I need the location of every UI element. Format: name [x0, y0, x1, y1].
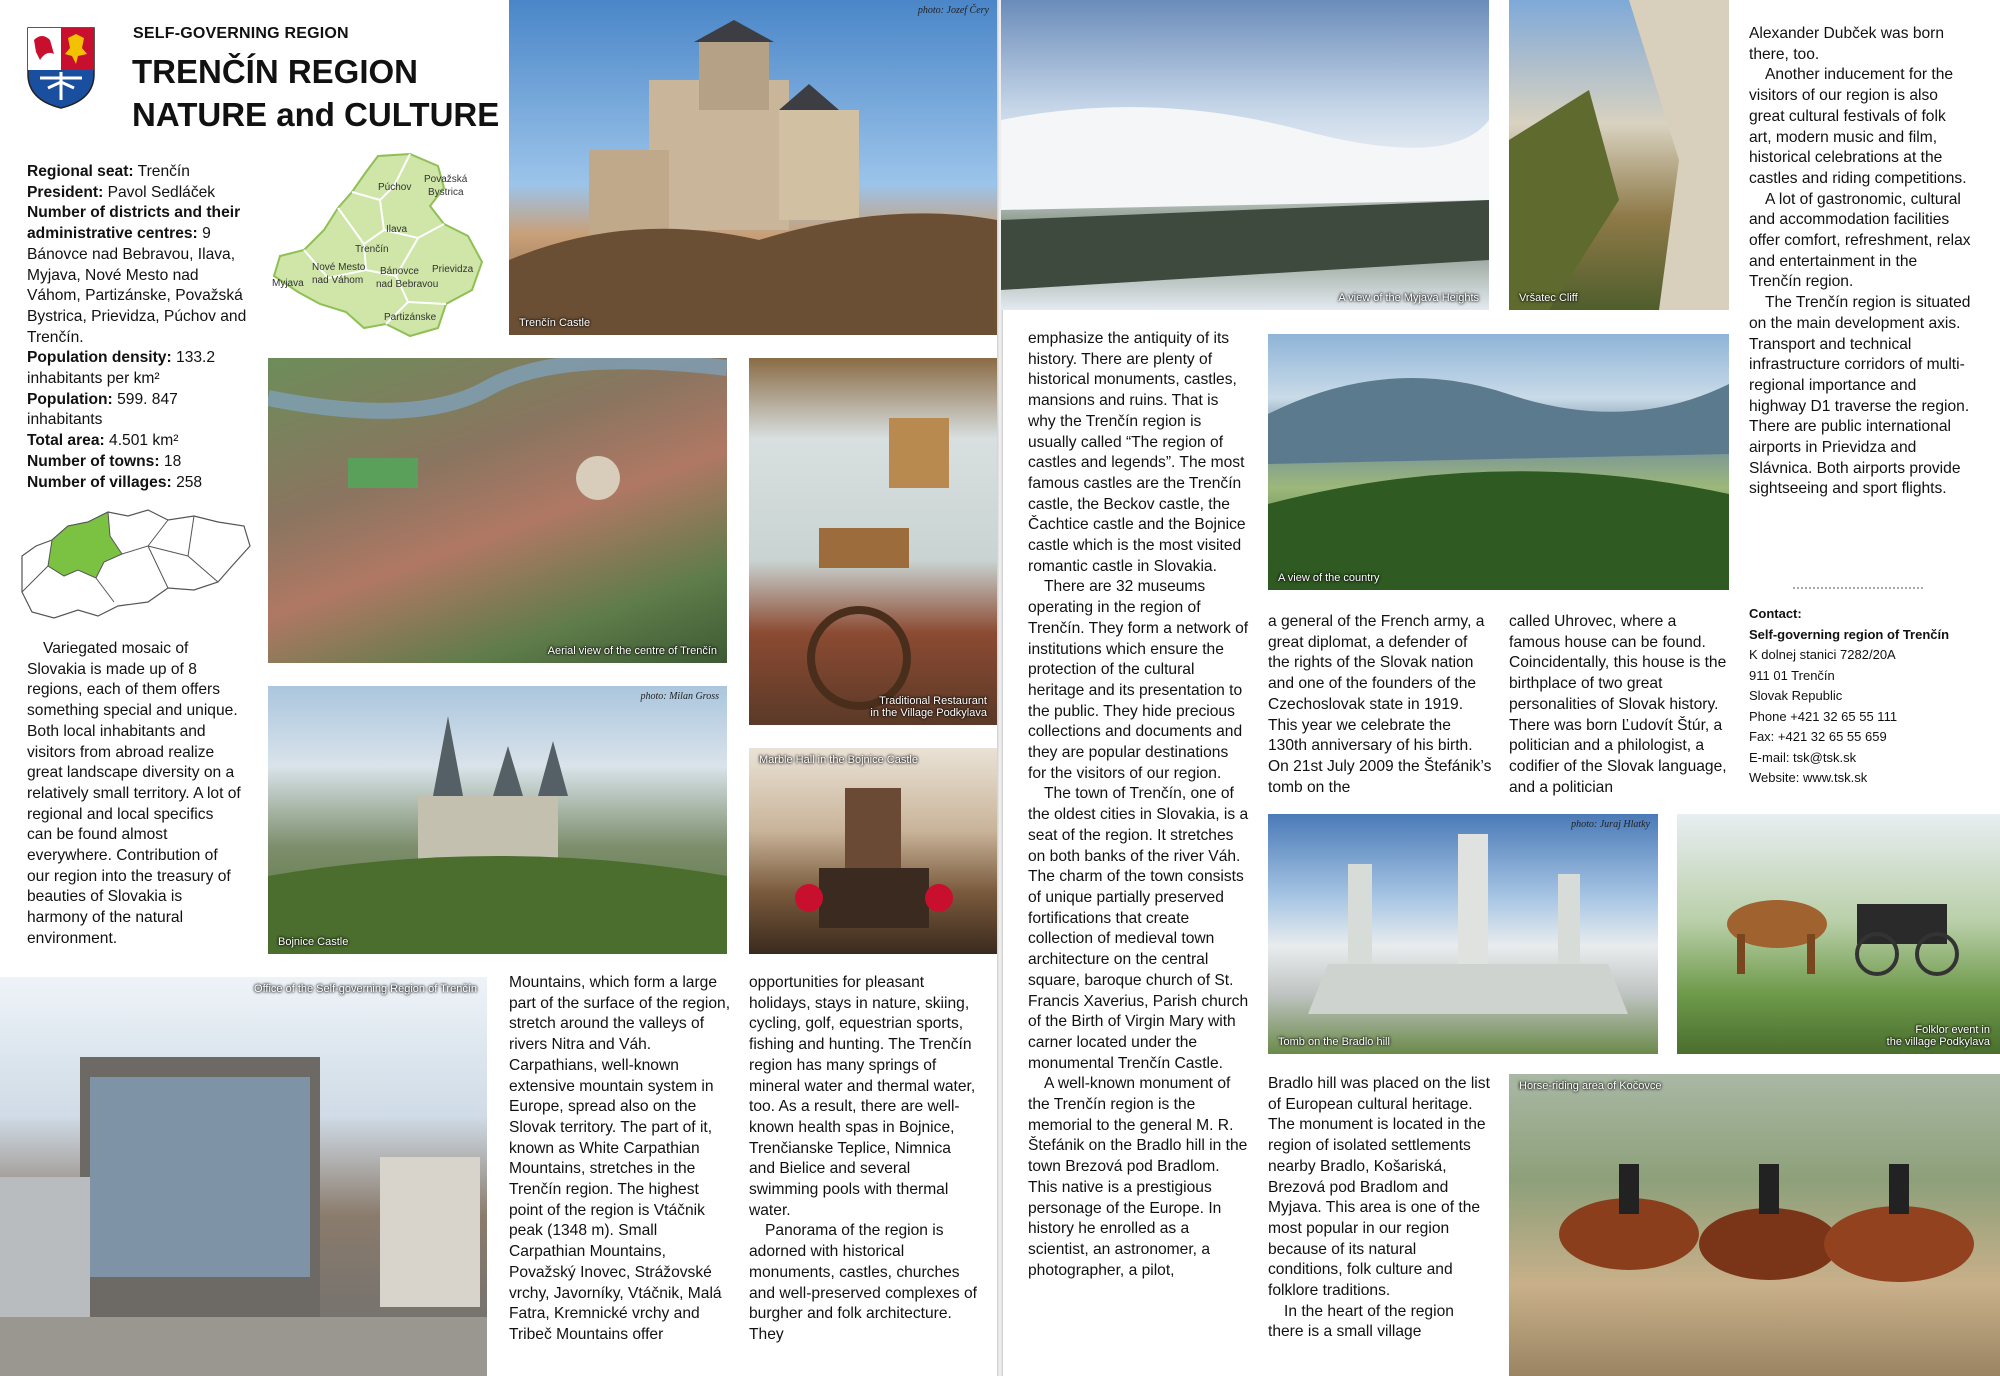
contact-fax: Fax: +421 32 65 55 659 [1749, 729, 1887, 744]
page-title [132, 50, 499, 136]
district-map [268, 152, 486, 342]
right-page [1003, 0, 2000, 1376]
photo-trencin-castle [509, 0, 997, 335]
contact-org: Self-governing region of Trenčín [1749, 626, 1950, 642]
text-right-col1: emphasize the antiquity of its history. There are plenty of historical monuments, castles, mansions and ruins. That is why the Trenčín region is usually called “The region of castles and legends”. The most famous castles are the Trenčín castle, the Beckov castle, the Čachtice castle and the Bojnice castle which is the most visited romantic castle in Slovakia. There are 32 museums operating in the region of Trenčín. They form a network of institutions which ensure the protection of the cultural heritage and its presentation to the public. They hide precious collections and documents and they are popular destinations for the visitors of our region. The town of Trenčín, one of the oldest cities in Slovakia, is a seat of the region. It stretches on both banks of the river Váh. The charm of the town consists of unique partially preserved fortifications that create collection of medieval town architecture on the central square, baroque church of St. Francis Xaverius, Parish church of the Birth of Virgin Mary with carner located under the monumental Trenčín Castle. A well-known monument of the Trenčín region is the memorial to the general M. R. Štefánik on the Bradlo hill in the town Brezová pod Bradlom. This native is a prestigious personage of the Europe. In history he enrolled as a scientist, an astronomer, a photographer, a pilot, [1028, 330, 1249, 1279]
photo-marble-hall [749, 748, 997, 954]
map-label-prievidza: Prievidza [432, 264, 474, 275]
contact-website[interactable]: Website: www.tsk.sk [1749, 770, 1868, 785]
photo-office [0, 977, 487, 1376]
map-label-puchov: Púchov [378, 182, 412, 193]
photo-horse [1509, 1074, 2000, 1376]
text-right-col2-bottom: Bradlo hill was placed on the list of European cultural heritage. The monument is located in the region of isolated settlements nearby Bradlo, Košariská, Brezová pod Bradlom and Myjava. This area is one of the most popular in our region because of its natural conditions, folk culture and folklore traditions. In the heart of the region there is a small village [1268, 1075, 1490, 1341]
map-label-banovce: Bánovce nad Bebravou [376, 266, 439, 290]
map-label-ilava: Ilava [386, 224, 408, 235]
contact-email[interactable]: E-mail: tsk@tsk.sk [1749, 749, 1857, 765]
text-right-col3-top: called Uhrovec, where a famous house can be found. Coincidentally, this house is the birthplace of two great personalities of Slovak history. There was born Ľudovít Štúr, a politician and a philologist, a codifier of the Slovak language, and a politician [1509, 613, 1727, 796]
contact-city: 911 01 Trenčín [1749, 667, 1835, 683]
photo-country [1268, 334, 1729, 590]
fact-regional-seat: Regional seat: Trenčín [27, 163, 190, 180]
title-line-2: NATURE and CULTURE [132, 96, 500, 133]
fact-districts: Number of districts and their administrative centres: 9 Bánovce nad Bebravou, Ilava, Myjava, Nové Mesto nad Váhom, Partizánske, Považská Bystrica, Prievidza, Púchov and Trenčín. [27, 204, 247, 346]
fact-president: President: Pavol Sedláček [27, 183, 216, 201]
text-right-col2-top: a general of the French army, a great diplomat, a defender of the rights of the Slovak nation and one of the founders of the Czechoslovak state in 1919. This year we celebrate the 130th anniversary of his birth. On 21st July 2009 the Štefánik’s tomb on the [1268, 613, 1492, 796]
contact-heading: Contact: [1749, 606, 1802, 621]
caption-bradlo: Tomb on the Bradlo hill [1278, 1036, 1390, 1048]
title-line-1: TRENČÍN REGION [132, 53, 419, 90]
caption-office: Office of the Self-governing Region of Trenčín [254, 983, 477, 995]
caption-vrsatec: Vršatec Cliff [1519, 292, 1578, 304]
slovakia-map [18, 506, 254, 626]
map-label-myjava: Myjava [272, 278, 304, 289]
contact-phone: Phone +421 32 65 55 111 [1749, 708, 1898, 724]
header-kicker: SELF-GOVERNING REGION [133, 25, 349, 42]
intro-text: Variegated mosaic of Slovakia is made up of 8 regions, each of them offers something special and unique. Both local inhabitants and visitors from abroad realize great landscape diversity on a relatively small territory. A lot of regional and local specifics can be found almost everywhere. Contribution of our region into the treasury of beauties of Slovakia is harmony of the natural environment. [27, 640, 241, 947]
fact-population-density: Population density: 133.2 inhabitants per km² [27, 349, 216, 388]
caption-folklore: Folklor event in the village Podkylava [1886, 1024, 1990, 1048]
caption-bojnice: Bojnice Castle [278, 936, 349, 948]
coat-of-arms-icon [26, 26, 96, 110]
contact-block [1749, 604, 1949, 789]
text-left-col3: opportunities for pleasant holidays, stays in nature, skiing, cycling, golf, equestrian sports, fishing and hunting. The Trenčín region has many springs of mineral water and thermal water, too. As a result, there are well-known health spas in Bojnice, Trenčianske Teplice, Nimnica and Bielice and several swimming pools with thermal water. Panorama of the region is adorned with historical monuments, castles, churches and well-preserved complexes of burgher and folk architecture. They [749, 974, 977, 1343]
photo-folklore [1677, 814, 2000, 1054]
contact-divider [1793, 587, 1923, 589]
map-label-povazska: Považská Bystrica [424, 174, 468, 198]
text-right-col4: Alexander Dubček was born there, too. Another inducement for the visitors of our region is also great cultural festivals of folk art, modern music and film, historical celebrations at the castles and riding competitions. A lot of gastronomic, cultural and accommodation facilities offer comfort, refreshment, relax and entertainment in the Trenčín region. The Trenčín region is situated on the main development axis. Transport and technical infrastructure corridors of multi-regional importance and highway D1 traverse the region. There are public international airports in Prievidza and Slávnica. Both airports provide sightseeing and sport flights. [1749, 25, 1971, 498]
fact-villages: Number of villages: 258 [27, 473, 203, 491]
photo-aerial [268, 358, 727, 663]
contact-street: K dolnej stanici 7282/20A [1749, 647, 1896, 662]
map-label-trencin: Trenčín [355, 244, 389, 255]
caption-marble-hall: Marble Hall in the Bojnice Castle [759, 754, 918, 766]
left-page [0, 0, 997, 1376]
caption-horse: Horse-riding area of Kočovce [1519, 1080, 1662, 1092]
caption-country: A view of the country [1278, 572, 1380, 584]
credit-trencin-castle: photo: Jozef Čery [917, 5, 989, 16]
credit-bradlo: photo: Juraj Hlatky [1571, 819, 1650, 830]
photo-bojnice [268, 686, 727, 954]
fact-population: Population: 599. 847 inhabitants [27, 390, 178, 429]
caption-aerial: Aerial view of the centre of Trenčín [547, 645, 717, 657]
fact-towns: Number of towns: 18 [27, 452, 182, 470]
text-left-col2: Mountains, which form a large part of the surface of the region, stretch around the valleys of rivers Nitra and Váh. Carpathians, well-known extensive mountain system in Europe, spread also on the Slovak territory. The part of it, known as White Carpathian Mountains, stretches in the Trenčín region. The highest point of the region is Vtáčnik peak (1348 m). Small Carpathian Mountains, Považský Inovec, Strážovské vrchy, Javorníky, Vtáčnik, Malá Fatra, Kremnické vrchy and Tribeč Mountains offer [509, 974, 731, 1343]
map-label-partizanske: Partizánske [384, 312, 437, 323]
photo-myjava [1001, 0, 1489, 310]
map-label-nove-mesto: Nové Mesto nad Váhom [312, 262, 366, 286]
caption-myjava: A view of the Myjava Heights [1338, 292, 1479, 304]
caption-restaurant: Traditional Restaurant in the Village Podkylava [870, 695, 987, 719]
caption-trencin-castle: Trenčín Castle [519, 317, 591, 329]
contact-country: Slovak Republic [1749, 688, 1843, 703]
photo-restaurant [749, 358, 997, 725]
facts-list [27, 162, 249, 493]
credit-bojnice: photo: Milan Gross [640, 691, 719, 702]
photo-bradlo [1268, 814, 1658, 1054]
photo-vrsatec [1509, 0, 1729, 310]
fact-total-area: Total area: 4.501 km² [27, 432, 179, 450]
